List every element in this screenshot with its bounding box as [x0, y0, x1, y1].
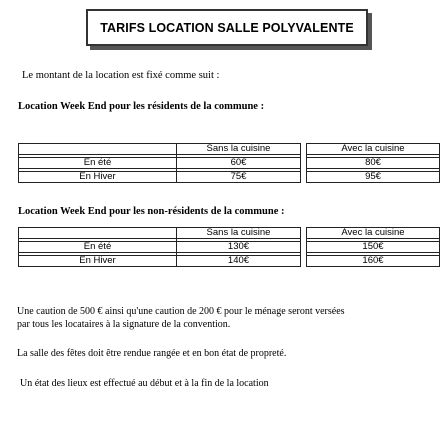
non-residents-heading: Location Week End pour les non-résidents de la commune : [18, 206, 285, 217]
document-title: TARIFS LOCATION SALLE POLYVALENTE [86, 9, 368, 46]
cleanliness-text: La salle des fêtes doit être rendue rangée et en bon état de propreté. [17, 348, 287, 359]
period-cell: En été [19, 242, 177, 253]
table-cell-empty [19, 228, 177, 239]
table-row [19, 256, 440, 267]
header-without-kitchen: Sans la cuisine [177, 144, 301, 155]
deposit-text-line1: Une caution de 500 € ainsi qu'une caution de 200 € pour le ménage seront versées [17, 306, 345, 317]
table-header-row [19, 228, 440, 239]
price-without-kitchen: 140€ [177, 256, 301, 267]
non-residents-rate-table [18, 227, 440, 267]
inspection-text: Un état des lieux est effectué au début et à la fin de la location [20, 378, 269, 389]
price-with-kitchen: 150€ [307, 242, 440, 253]
intro-text: Le montant de la location est fixé comme suit : [22, 70, 220, 81]
price-with-kitchen: 95€ [307, 172, 440, 183]
period-cell: En été [19, 158, 177, 169]
price-with-kitchen: 160€ [307, 256, 440, 267]
table-cell-empty [19, 144, 177, 155]
table-row [19, 242, 440, 253]
table-row [19, 172, 440, 183]
period-cell: En Hiver [19, 172, 177, 183]
period-cell: En Hiver [19, 256, 177, 267]
price-without-kitchen: 130€ [177, 242, 301, 253]
price-without-kitchen: 75€ [177, 172, 301, 183]
header-with-kitchen: Avec la cuisine [307, 144, 440, 155]
deposit-text-line2: par tous les locataires à la signature de la convention. [17, 319, 231, 330]
header-without-kitchen: Sans la cuisine [177, 228, 301, 239]
residents-rate-table [18, 143, 440, 183]
header-with-kitchen: Avec la cuisine [307, 228, 440, 239]
residents-heading: Location Week End pour les résidents de la commune : [18, 101, 265, 112]
table-row [19, 158, 440, 169]
table-header-row [19, 144, 440, 155]
price-without-kitchen: 60€ [177, 158, 301, 169]
price-with-kitchen: 80€ [307, 158, 440, 169]
